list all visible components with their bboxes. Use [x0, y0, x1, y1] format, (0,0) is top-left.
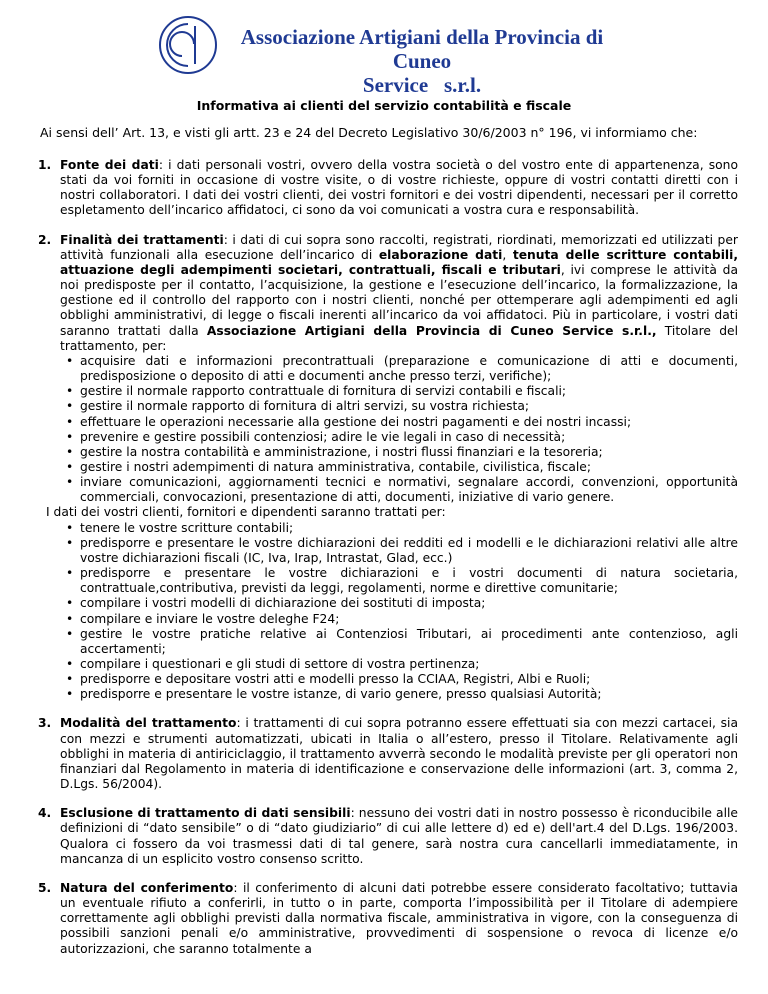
section-bold-text: tenuta delle scritture contabili, attuazione degli adempimenti societari, contrattuali, fiscali e tributari — [60, 247, 739, 277]
clients-data-list — [60, 521, 738, 703]
section-number: 4. — [38, 806, 52, 821]
list-item: • compilare i vostri modelli di dichiarazione dei sostituti di imposta; — [80, 596, 738, 611]
section-bold-text: Associazione Artigiani della Provincia di Cuneo Service s.r.l., — [206, 323, 657, 338]
list-item: • gestire il normale rapporto contrattuale di fornitura di servizi contabili e fiscali; — [80, 384, 738, 399]
list-item: • gestire le vostre pratiche relative ai Contenziosi Tributari, ai procedimenti ante contenzioso, agli accertamenti; — [80, 627, 738, 657]
list-item: • gestire la nostra contabilità e amministrazione, i nostri flussi finanziari e la tesoreria; — [80, 445, 738, 460]
list-item: • predisporre e presentare le vostre dichiarazioni dei redditi ed i modelli e le dichiarazioni relativi alle altre vostre dichiarazioni fiscali (IC, Iva, Irap, Intrastat, Glad, ecc.) — [80, 536, 738, 566]
section-text: : i trattamenti di cui sopra potranno essere effettuati sia con mezzi cartacei, sia con mezzi e strumenti automatizzati, ubicati in Italia o all’estero, presso il Titolare. Relativamente agli obblighi in materia di antiriciclaggio, il trattamento avverrà secondo le modalità previste per gli operatori non finanziari dal Regolamento in materia di identificazione e conservazione delle informazioni (art. 3, comma 2, D.Lgs. 56/2004). — [60, 716, 739, 792]
section-number: 2. — [38, 232, 52, 247]
section-2 — [38, 232, 739, 506]
section-1 — [38, 158, 738, 219]
list-item: • predisporre e depositare vostri atti e modelli presso la CCIAA, Registri, Albi e Ruoli; — [80, 672, 738, 687]
list-item: • prevenire e gestire possibili contenziosi; adire le vie legali in caso di necessità; — [80, 430, 738, 445]
section-text: : i dati personali vostri, ovvero della vostra società o del vostro ente di appartenenza, sono stati da voi forniti in occasione di vostre visite, o di vostre richieste, oppure di vostri contatti diretti con i nostri collaboratori. I dati dei vostri clienti, dei vostri fornitori e dei vostri dipendenti, necessari per il corretto espletamento dell’incarico affidatoci, ci sono da voi comunicati a vostra cura e responsabilità. — [60, 158, 738, 218]
section-bold-text: elaborazione dati — [378, 247, 503, 262]
list-item: • tenere le vostre scritture contabili; — [80, 521, 738, 536]
section-number: 1. — [38, 158, 52, 172]
document-title: Informativa ai clienti del servizio contabilità e fiscale — [196, 98, 572, 113]
section-text: : nessuno dei vostri dati in nostro possesso è riconducibile alle definizioni di “dato sensibile” o di “dato giudiziario” di cui alle lettere d) ed e) dell'art.4 del D.Lgs. 196/2003. Qualora ci fossero da voi trasmessi dati di tal genere, sarà nostra cura cancellarli immediatamente, in mancanza di un esplicito vostro consenso scritto. — [60, 806, 738, 866]
section-title: Modalità del trattamento — [60, 716, 237, 731]
section-text: : il conferimento di alcuni dati potrebbe essere considerato facoltativo; tuttavia un eventuale rifiuto a conferirli, in tutto o in parte, comporta l’impossibilità per il Titolare di adempiere correttamente agli obblighi previsti dalla normativa fiscale, amministrativa in vigore, con la conseguenza di possibili sanzioni penali e/o amministrative, provvedimenti di sospensione o revoca di licenze e/o autorizzazioni, che saranno totalmente a — [60, 880, 738, 956]
section-title: Natura del conferimento — [60, 880, 234, 895]
section-text: , ivi comprese le attività da noi predisposte per il contatto, l’acquisizione, la gestione e l’esecuzione dell’incarico, la formalizzazione, la gestione ed il controllo del rapporto con i nostri clienti, nonché per ottemperare agli adempimenti ed agli obblighi amministrativi, di legge o fiscali inerenti all’incarico da voi affidatoci. Più in particolare, i vostri dati saranno trattati dalla — [60, 262, 738, 338]
section-text: , — [502, 247, 513, 262]
purpose-list — [60, 354, 738, 506]
section-text: : i dati di cui sopra sono raccolti, registrati, riordinati, memorizzati ed utilizzati per attività funzionali alla esecuzione dell’incarico di — [60, 232, 738, 262]
section-number: 5. — [38, 880, 52, 895]
document-body — [0, 158, 768, 957]
clients-data-intro: I dati dei vostri clienti, fornitori e dipendenti saranno trattati per: — [46, 505, 446, 520]
list-item: • inviare comunicazioni, aggiornamenti tecnici e normativi, segnalare accordi, convenzioni, opportunità commerciali, convocazioni, presentazione di atti, documenti, iniziative di vario genere. — [80, 475, 738, 505]
list-item: • predisporre e presentare le vostre dichiarazioni e i vostri documenti di natura societaria, contrattuale,contributiva, previsti da leggi, regolamenti, norme e direttive comunitarie; — [80, 566, 738, 596]
list-item: • gestire il normale rapporto di fornitura di altri servizi, su vostra richiesta; — [80, 399, 738, 414]
association-logo-icon — [157, 14, 219, 76]
letterhead — [0, 14, 768, 97]
organization-name — [222, 25, 622, 97]
section-title: Fonte dei dati — [60, 158, 159, 172]
section-3 — [38, 716, 739, 792]
section-text: Titolare del trattamento, per: — [60, 323, 738, 353]
intro-paragraph: Ai sensi dell’ Art. 13, e visti gli artt. 23 e 24 del Decreto Legislativo 30/6/2003 n° 196, vi informiamo che: — [40, 125, 698, 140]
section-title: Finalità dei trattamenti — [60, 232, 224, 247]
list-item: • effettuare le operazioni necessarie alla gestione dei nostri pagamenti e dei nostri incassi; — [80, 415, 738, 430]
section-5 — [38, 880, 738, 957]
list-item: • acquisire dati e informazioni precontrattuali (preparazione e comunicazione di atti e documenti, predisposizione o deposito di atti e documenti anche presso terzi, verifiche); — [80, 354, 738, 384]
organization-name-line2: Service s.r.l. — [362, 73, 482, 97]
list-item: • compilare i questionari e gli studi di settore di vostra pertinenza; — [80, 657, 738, 672]
organization-name-line1: Associazione Artigiani della Provincia di Cuneo — [240, 25, 604, 73]
section-4 — [38, 806, 738, 867]
list-item: • gestire i nostri adempimenti di natura amministrativa, contabile, civilistica, fiscale; — [80, 460, 738, 475]
list-item: • predisporre e presentare le vostre istanze, di vario genere, presso qualsiasi Autorità; — [80, 687, 738, 702]
section-title: Esclusione di trattamento di dati sensibili — [60, 806, 351, 821]
list-item: • compilare e inviare le vostre deleghe F24; — [80, 612, 738, 627]
section-number: 3. — [38, 716, 52, 731]
